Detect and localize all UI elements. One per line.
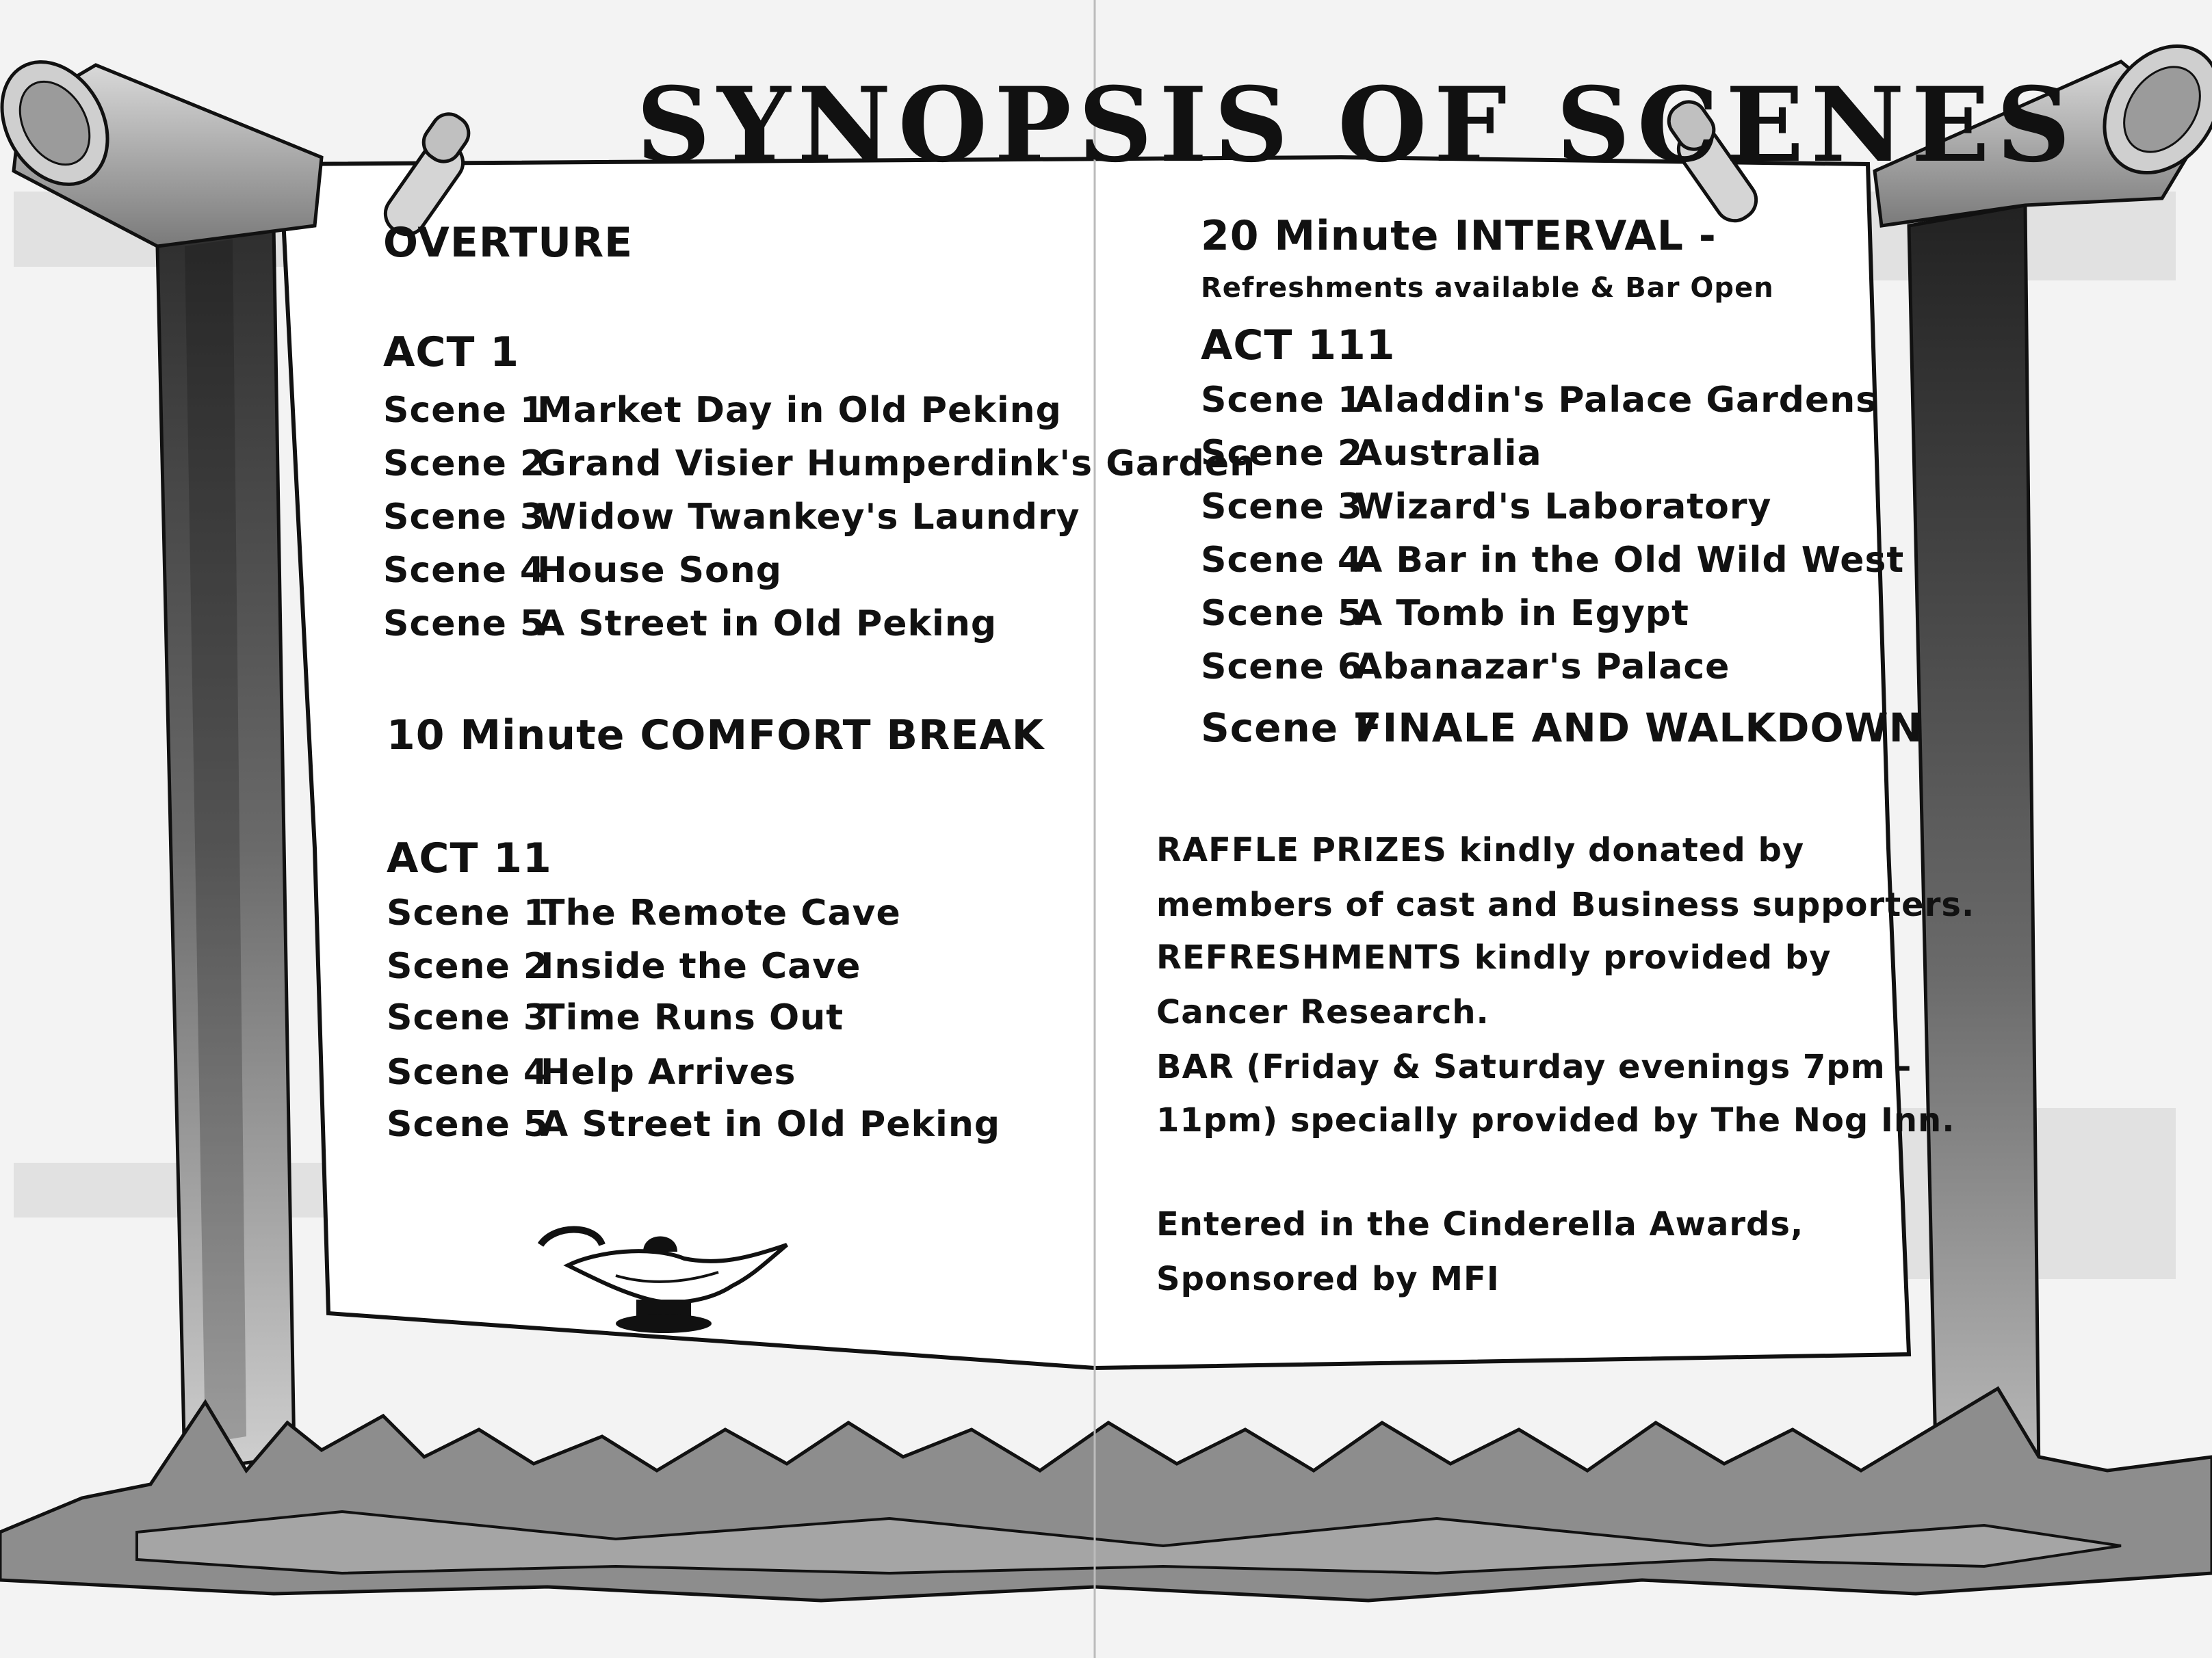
scene-number: Scene 4: [387, 1052, 549, 1093]
act1-scene-2: [383, 443, 1255, 484]
notes-line-3: REFRESHMENTS kindly provided by: [1156, 938, 1832, 977]
scene-number: Scene 3: [383, 497, 546, 538]
awards-line-1: Entered in the Cinderella Awards,: [1156, 1205, 1804, 1244]
grass-border: [0, 1389, 2212, 1601]
scene-name: Help Arrives: [541, 1052, 796, 1093]
act1-scene-4: [383, 550, 782, 591]
scene-name: Wizard's Laboratory: [1355, 486, 1772, 527]
scene-number: Scene 4: [383, 550, 546, 591]
act3-scene-7: [1201, 705, 1923, 751]
awards-line-2: Sponsored by MFI: [1156, 1260, 1500, 1298]
scene-number: Scene 2: [387, 946, 549, 987]
act3-scene-1: [1201, 380, 1877, 421]
scene-name: A Bar in the Old Wild West: [1355, 540, 1905, 581]
scene-number: Scene 1: [387, 893, 549, 934]
act2-scene-1: [387, 893, 901, 934]
act3-scene-3: [1201, 486, 1771, 527]
notes-line-5: BAR (Friday & Saturday evenings 7pm -: [1156, 1048, 1912, 1086]
interval-heading: 20 Minute INTERVAL -: [1201, 212, 1717, 260]
scene-name: Market Day in Old Peking: [537, 390, 1062, 431]
scene-name: Time Runs Out: [541, 997, 844, 1038]
scene-name: House Song: [537, 550, 783, 591]
notes-line-2: members of cast and Business supporters.: [1156, 886, 1975, 924]
scene-name: Widow Twankey's Laundry: [537, 497, 1080, 538]
scene-name: Aladdin's Palace Gardens: [1355, 380, 1878, 421]
notes-line-6: 11pm) specially provided by The Nog Inn.: [1156, 1101, 1955, 1140]
scene-number: Scene 3: [1201, 486, 1364, 527]
act2-scene-4: [387, 1052, 796, 1093]
interval-note: Refreshments available & Bar Open: [1201, 272, 1774, 304]
act3-scene-4: [1201, 540, 1904, 581]
act1-scene-1: [383, 390, 1062, 431]
act2-scene-2: [387, 946, 861, 987]
scene-number: Scene 2: [383, 443, 546, 484]
scene-name: A Street in Old Peking: [537, 603, 998, 644]
scene-number: Scene 6: [1201, 646, 1364, 687]
scene-number: Scene 1: [1201, 380, 1364, 421]
scene-name: The Remote Cave: [541, 893, 901, 934]
scene-number: Scene 7: [1201, 705, 1381, 751]
scene-number: Scene 5: [387, 1104, 549, 1145]
scene-number: Scene 5: [383, 603, 546, 644]
scene-name: Australia: [1355, 433, 1542, 474]
act1-scene-3: [383, 497, 1080, 538]
act2-scene-5: [387, 1104, 1000, 1145]
scene-number: Scene 3: [387, 997, 549, 1038]
scene-name: Inside the Cave: [541, 946, 861, 987]
scene-number: Scene 5: [1201, 593, 1364, 634]
page-title: SYNOPSIS OF SCENES: [636, 65, 2078, 185]
overture-heading: OVERTURE: [383, 219, 634, 267]
scene-name: A Tomb in Egypt: [1355, 593, 1689, 634]
scene-number: Scene 2: [1201, 433, 1364, 474]
scene-name: A Street in Old Peking: [541, 1104, 1001, 1145]
act2-heading: ACT 11: [387, 834, 552, 882]
scene-name: Grand Visier Humperdink's Garden: [537, 443, 1256, 484]
scene-name: FINALE AND WALKDOWN: [1355, 705, 1923, 751]
act3-heading: ACT 111: [1201, 321, 1396, 369]
act1-scene-5: [383, 603, 997, 644]
scene-number: Scene 1: [383, 390, 546, 431]
act1-heading: ACT 1: [383, 328, 520, 376]
act3-scene-2: [1201, 433, 1542, 474]
comfort-break: 10 Minute COMFORT BREAK: [387, 711, 1045, 759]
scene-number: Scene 4: [1201, 540, 1364, 581]
notes-line-4: Cancer Research.: [1156, 993, 1489, 1031]
scene-name: Abanazar's Palace: [1355, 646, 1730, 687]
notes-line-1: RAFFLE PRIZES kindly donated by: [1156, 831, 1805, 869]
act3-scene-6: [1201, 646, 1730, 687]
act3-scene-5: [1201, 593, 1689, 634]
act2-scene-3: [387, 997, 844, 1038]
